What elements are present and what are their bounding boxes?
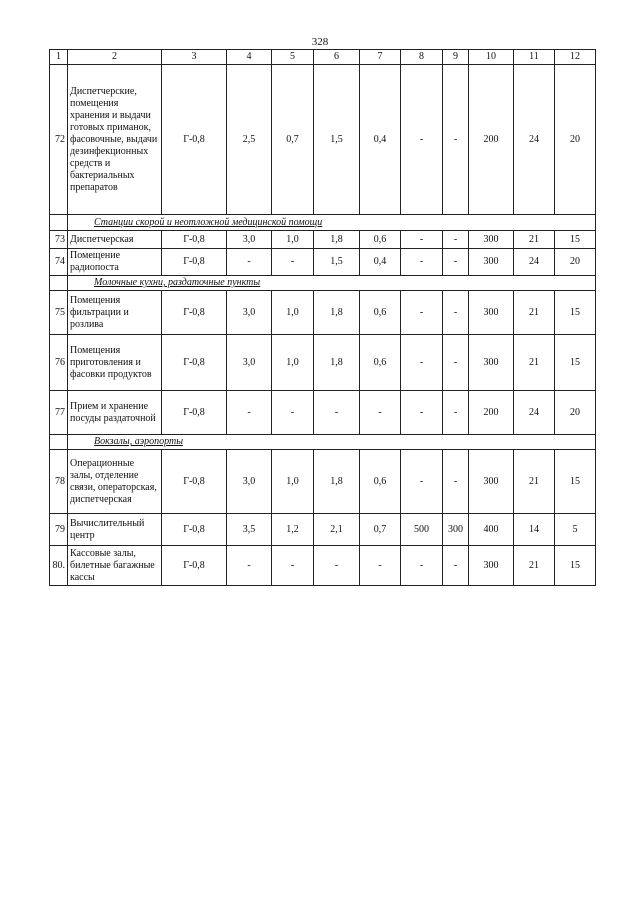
value-cell: 3,0 [227,335,272,391]
value-cell: - [314,391,360,435]
lighting-norms-table [49,49,596,586]
value-cell: Г-0,8 [162,291,227,335]
value-cell: - [272,391,314,435]
value-cell: - [314,546,360,586]
value-cell: 20 [555,249,596,276]
section-title: Молочные кухни, раздаточные пункты [68,276,596,291]
value-cell: 3,0 [227,291,272,335]
value-cell: 3,0 [227,450,272,514]
value-cell: 5 [555,514,596,546]
value-cell: 21 [514,450,555,514]
value-cell: 2,1 [314,514,360,546]
value-cell: 200 [469,65,514,215]
value-cell: - [401,450,443,514]
value-cell: - [401,335,443,391]
table-row [50,65,596,215]
table-row [50,291,596,335]
room-name-cell: Операционные залы, отделение связи, операторская, диспетчерская [68,450,162,514]
value-cell: 15 [555,291,596,335]
column-header: 1 [50,50,68,65]
value-cell: 300 [443,514,469,546]
table-row [50,335,596,391]
value-cell: 1,0 [272,335,314,391]
table-row [50,546,596,586]
section-heading-row [50,276,596,291]
value-cell: - [272,546,314,586]
page-number: 328 [311,36,329,48]
column-header: 7 [360,50,401,65]
value-cell: Г-0,8 [162,65,227,215]
value-cell: 1,8 [314,231,360,249]
room-name-cell: Вычислительный центр [68,514,162,546]
column-header: 5 [272,50,314,65]
value-cell: Г-0,8 [162,391,227,435]
value-cell: 1,0 [272,231,314,249]
value-cell: - [360,391,401,435]
value-cell: 300 [469,231,514,249]
table-row [50,249,596,276]
value-cell: 20 [555,65,596,215]
value-cell: 1,0 [272,450,314,514]
row-number-cell: 72 [50,65,68,215]
room-name-cell: Диспетчерские, помещения хранения и выдачи готовых приманок, фасовочные, выдачи дезинфекционных средств и бактериальных препаратов [68,65,162,215]
value-cell: 15 [555,231,596,249]
value-cell: Г-0,8 [162,450,227,514]
value-cell: 300 [469,249,514,276]
value-cell: - [272,249,314,276]
value-cell: - [227,391,272,435]
table-row [50,231,596,249]
value-cell: 21 [514,291,555,335]
section-heading-row [50,435,596,450]
value-cell: 15 [555,546,596,586]
value-cell: 500 [401,514,443,546]
value-cell: - [227,249,272,276]
column-header: 8 [401,50,443,65]
row-number-cell: 80. [50,546,68,586]
column-header: 11 [514,50,555,65]
value-cell: 1,2 [272,514,314,546]
value-cell: - [401,291,443,335]
value-cell: - [443,291,469,335]
section-title: Вокзалы, аэропорты [68,435,596,450]
table-header-row [50,50,596,65]
value-cell: - [443,450,469,514]
row-number-cell: 79 [50,514,68,546]
value-cell: 24 [514,391,555,435]
value-cell: 3,0 [227,231,272,249]
value-cell: 1,8 [314,291,360,335]
value-cell: - [401,231,443,249]
room-name-cell: Диспетчерская [68,231,162,249]
value-cell: 1,0 [272,291,314,335]
value-cell: 20 [555,391,596,435]
row-number-cell: 75 [50,291,68,335]
value-cell: - [401,546,443,586]
room-name-cell: Кассовые залы, билетные багажные кассы [68,546,162,586]
row-number-cell: 77 [50,391,68,435]
value-cell: 1,8 [314,450,360,514]
value-cell: - [401,249,443,276]
column-header: 10 [469,50,514,65]
section-title: Станции скорой и неотложной медицинской помощи [68,215,596,231]
value-cell: 24 [514,65,555,215]
column-header: 12 [555,50,596,65]
value-cell: - [360,546,401,586]
value-cell: - [443,249,469,276]
value-cell: 300 [469,546,514,586]
room-name-cell: Прием и хранение посуды раздаточной [68,391,162,435]
value-cell: - [401,65,443,215]
section-heading-row [50,215,596,231]
value-cell: Г-0,8 [162,231,227,249]
value-cell: Г-0,8 [162,514,227,546]
column-header: 2 [68,50,162,65]
value-cell: Г-0,8 [162,249,227,276]
value-cell: Г-0,8 [162,335,227,391]
value-cell: 0,7 [272,65,314,215]
row-number-cell: 78 [50,450,68,514]
value-cell: 15 [555,335,596,391]
value-cell: 1,8 [314,335,360,391]
value-cell: - [401,391,443,435]
value-cell: - [443,391,469,435]
value-cell: 400 [469,514,514,546]
row-number-cell: 74 [50,249,68,276]
row-number-cell: 76 [50,335,68,391]
value-cell: 15 [555,450,596,514]
value-cell: 0,6 [360,291,401,335]
value-cell: - [443,65,469,215]
room-name-cell: Помещение радиопоста [68,249,162,276]
value-cell: 0,4 [360,249,401,276]
value-cell: 0,7 [360,514,401,546]
value-cell: - [443,335,469,391]
value-cell: 200 [469,391,514,435]
value-cell: 21 [514,546,555,586]
table-row [50,450,596,514]
column-header: 4 [227,50,272,65]
value-cell: 300 [469,450,514,514]
value-cell: 0,6 [360,335,401,391]
value-cell: 3,5 [227,514,272,546]
room-name-cell: Помещения приготовления и фасовки продуктов [68,335,162,391]
value-cell: - [227,546,272,586]
table-row [50,391,596,435]
room-name-cell: Помещения фильтрации и розлива [68,291,162,335]
value-cell: 0,4 [360,65,401,215]
value-cell: Г-0,8 [162,546,227,586]
value-cell: 0,6 [360,231,401,249]
value-cell: - [443,546,469,586]
value-cell: - [443,231,469,249]
value-cell: 0,6 [360,450,401,514]
column-header: 3 [162,50,227,65]
table-row [50,514,596,546]
value-cell: 300 [469,335,514,391]
value-cell: 1,5 [314,249,360,276]
value-cell: 24 [514,249,555,276]
column-header: 6 [314,50,360,65]
row-number-cell: 73 [50,231,68,249]
value-cell: 2,5 [227,65,272,215]
value-cell: 21 [514,335,555,391]
value-cell: 21 [514,231,555,249]
value-cell: 300 [469,291,514,335]
value-cell: 14 [514,514,555,546]
value-cell: 1,5 [314,65,360,215]
column-header: 9 [443,50,469,65]
